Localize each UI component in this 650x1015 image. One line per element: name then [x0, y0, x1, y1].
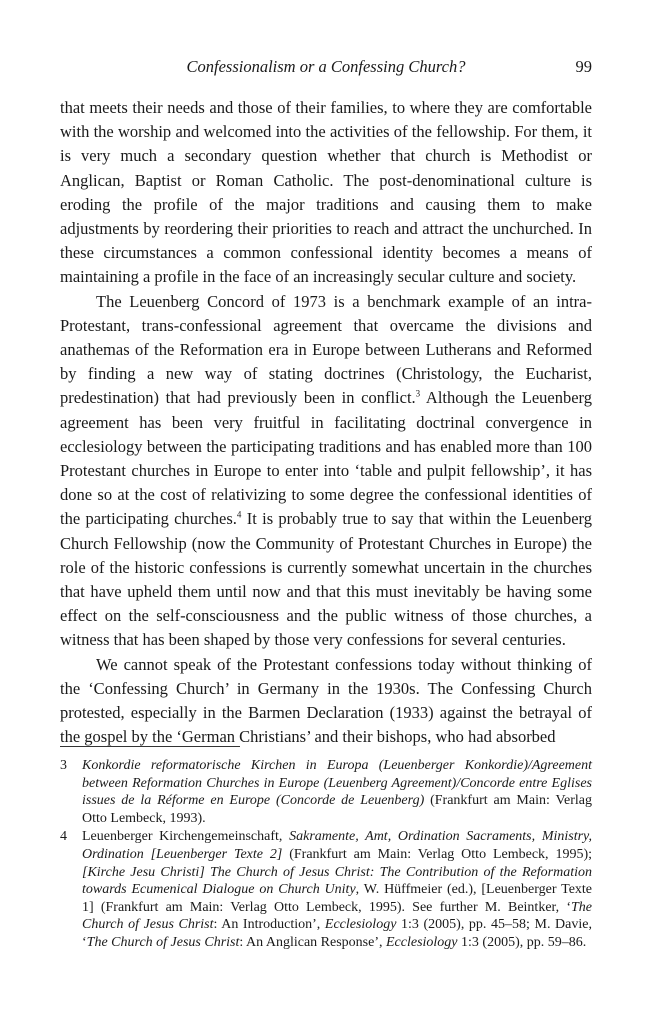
- footnote-3-title: Konkordie reformatorische Kirchen in Europa (Leuenberger Konkordie)/Agreement between Reformation Churches in Europe (Leuenberg Agreement)/Concorde entre Eglises issues de la Réforme en Europe (Concorde de Leuenberg): [82, 758, 592, 809]
- footnote-4-text: Leuenberger Kirchengemeinschaft,: [82, 829, 290, 845]
- page-number: 99: [575, 57, 592, 76]
- body-text: [60, 96, 592, 749]
- footnote-4-title: The Church of Jesus Christ: [86, 934, 240, 950]
- footnote-ref-4[interactable]: 4: [236, 509, 242, 520]
- footnote-4-title: The Church of Jesus Christ: [82, 899, 592, 933]
- footnote-number: 3: [60, 758, 67, 773]
- running-head: [60, 56, 592, 78]
- paragraph-2-part-c: It is probably true to say that within the Leuenberg Church Fellowship (now the Community of Protestant Churches in Europe) the role of the historic confessions is currently somewhat uncertain in the churches that have upheld them until now and that this must inevitably be having some effect on the self-consciousness and the public witness of those churches, a witness that has been shaped by those very confessions for several centuries.: [60, 509, 592, 650]
- footnote-ref-3[interactable]: 3: [415, 388, 421, 399]
- footnote-4-journal: Ecclesiology: [386, 934, 458, 950]
- footnote-4-text: (Frankfurt am Main: Verlag Otto Lembeck, 1995);: [282, 846, 592, 862]
- footnote-4-journal: Ecclesiology: [324, 917, 397, 933]
- paragraph-2-part-a: The Leuenberg Concord of 1973 is a benchmark example of an intra-Protestant, trans-confessional agreement that overcame the divisions and anathemas of the Reformation era in Europe between Lutherans and Reformed by finding a new way of stating doctrines (Christology, the Eucharist, predestination) that had previously been in conflict.: [60, 291, 592, 408]
- running-head-title: Confessionalism or a Confessing Church?: [186, 57, 466, 76]
- footnote-4-text: : An Introduction’,: [213, 917, 325, 933]
- footnote-separator: [60, 746, 240, 747]
- footnote-4-text: 1:3 (2005), pp. 59–86.: [457, 934, 587, 950]
- paragraph-1: that meets their needs and those of their families, to where they are comfortable with the worship and welcomed into the activities of the fellowship. For them, it is very much a secondary question whether that church is Methodist or Anglican, Baptist or Roman Catholic. The post-denominational culture is eroding the profile of the major traditions and causing them to make adjustments by reordering their priorities to reach and attract the unchurched. In these circumstances a common confessional identity becomes a means of maintaining a profile in the face of an increasingly secular culture and society.: [60, 98, 592, 287]
- paragraph-2-part-b: Although the Leuenberg agreement has been very fruitful in facilitating doctrinal convergence in ecclesiology between the participating traditions and has enabled more than 100 Protestant churches in Europe to enter into ‘table and pulpit fellowship’, it has done so at the cost of relativizing to some degree the confessional identities of the participating churches.: [60, 388, 592, 529]
- footnote-4-title: Sakramente, Amt, Ordination Sacraments, Ministry, Ordination [Leuenberger Texte 2]: [82, 829, 593, 862]
- paragraph-2: [60, 290, 592, 653]
- footnote-4-text: 1:3 (2005), pp. 45–58; M. Davie, ‘: [82, 917, 592, 950]
- footnote-number: 4: [60, 829, 67, 845]
- footnote-3-publication: (Frankfurt am Main: Verlag Otto Lembeck, 1993).: [82, 793, 592, 826]
- footnote-4-text: , W. Hüffmeier (ed.), [Leuenberger Texte 1] (Frankfurt am Main: Verlag Otto Lembeck, 1995). See further M. Beintker, ‘: [82, 882, 593, 915]
- footnote-4-title: [Kirche Jesu Christi] The Church of Jesus Christ: The Contribution of the Reformation towards Ecumenical Dialogue on Church Unity: [82, 864, 592, 898]
- footnote-3: [60, 757, 592, 827]
- footnotes: [60, 757, 592, 953]
- footnote-4: [60, 828, 592, 951]
- footnote-4-text: : An Anglican Response’,: [239, 934, 386, 950]
- paragraph-3: We cannot speak of the Protestant confessions today without thinking of the ‘Confessing Church’ in Germany in the 1930s. The Confessing Church protested, especially in the Barmen Declaration (1933) against the betrayal of the gospel by the ‘German Christians’ and their bishops, who had absorbed: [60, 654, 592, 747]
